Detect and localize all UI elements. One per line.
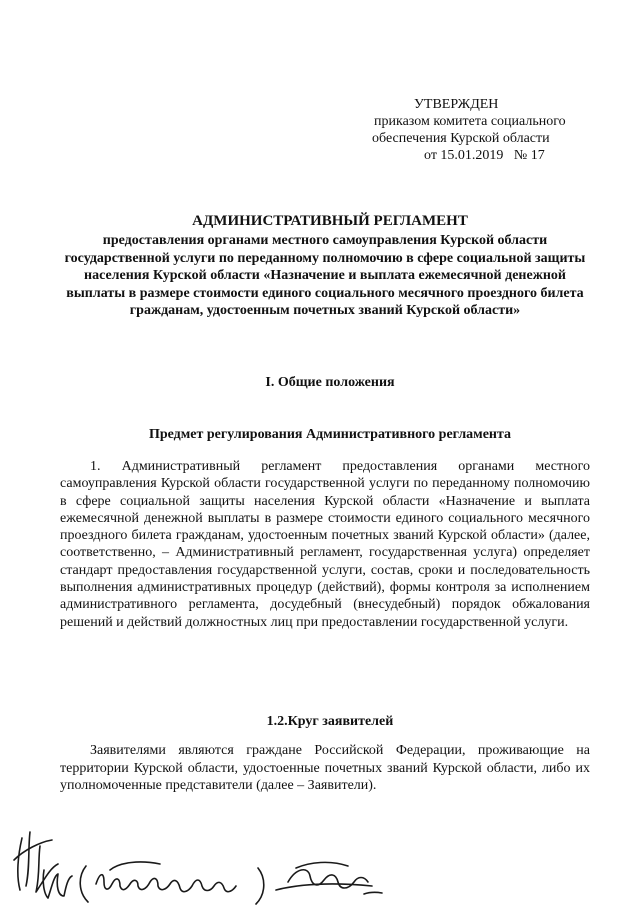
section-applicants-heading: 1.2.Круг заявителей (266, 714, 394, 729)
approval-date-number: от 15.01.2019 № 17 (424, 148, 545, 163)
handwritten-signature (0, 820, 400, 905)
document-title: АДМИНИСТРАТИВНЫЙ РЕГЛАМЕНТ (192, 213, 468, 229)
section-general-heading: I. Общие положения (265, 375, 395, 390)
document-subtitle: предоставления органами местного самоуправления Курской области государственной услуги по переданному полномочию в сфере социальной защиты населения Курской области «Назначение и выплата ежемесячной денежной выплаты в размере стоимости единого социального месячного проездного билета гражданам, удостоенным почетных званий Курской области» (64, 233, 586, 318)
approval-committee-line: обеспечения Курской области (372, 131, 550, 146)
section-subject-heading: Предмет регулирования Административного регламента (148, 427, 512, 442)
approval-title: УТВЕРЖДЕН (414, 97, 499, 112)
subject-paragraph: 1. Административный регламент предоставления органами местного самоуправления Курской области государственной услуги по переданному полномочию в сфере социальной защиты населения Курской области «Назначение и выплата ежемесячной денежной выплаты в размере стоимости единого социального месячного проездного билета гражданам, удостоенным почетных званий Курской области» (далее, соответственно, – Административный регламент, государственная услуга) определяет стандарт предоставления государственной услуги, состав, сроки и последовательность выполнения административных процедур (действий), формы контроля за исполнением административного регламента, досудебный (внесудебный) порядок обжалования решений и действий должностных лиц при предоставлении государственной услуги. (60, 459, 590, 630)
applicants-paragraph: Заявителями являются граждане Российской Федерации, проживающие на территории Курской области, удостоенные почетных званий Курской области, либо их уполномоченные представители (далее – Заявители). (60, 743, 590, 794)
approval-stamp-block (368, 96, 608, 164)
approval-order-line: приказом комитета социального (374, 114, 566, 129)
